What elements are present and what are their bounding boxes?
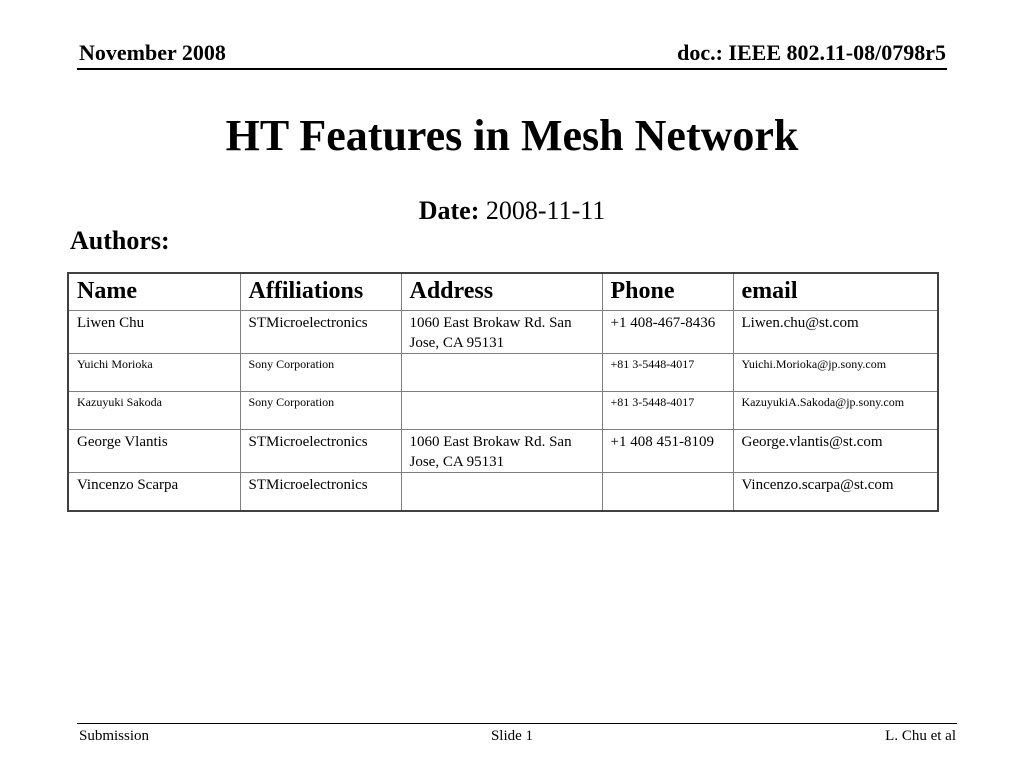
date-line <box>0 196 1024 226</box>
author-name: Liwen Chu <box>68 311 240 354</box>
author-address: 1060 East Brokaw Rd. San Jose, CA 95131 <box>401 430 602 473</box>
table-row <box>68 354 938 392</box>
author-address <box>401 354 602 392</box>
slide-title: HT Features in Mesh Network <box>225 111 799 160</box>
header-date: November 2008 <box>79 40 226 65</box>
date-value: 2008-11-11 <box>485 196 606 225</box>
author-affiliation: STMicroelectronics <box>240 473 401 512</box>
date-label: Date: <box>418 196 480 225</box>
author-email: KazuyukiA.Sakoda@jp.sony.com <box>733 392 938 430</box>
author-phone: +81 3-5448-4017 <box>602 354 733 392</box>
author-name: Vincenzo Scarpa <box>68 473 240 512</box>
table-row <box>68 392 938 430</box>
author-affiliation: Sony Corporation <box>240 392 401 430</box>
column-header-phone: Phone <box>602 273 733 311</box>
column-header-address: Address <box>401 273 602 311</box>
table-header-row <box>68 273 938 311</box>
footer-rule <box>77 723 957 724</box>
header-doc-id: doc.: IEEE 802.11-08/0798r5 <box>677 40 946 65</box>
author-phone: +1 408 451-8109 <box>602 430 733 473</box>
author-name: Yuichi Morioka <box>68 354 240 392</box>
footer-author: L. Chu et al <box>885 728 956 744</box>
author-phone: +81 3-5448-4017 <box>602 392 733 430</box>
column-header-email: email <box>733 273 938 311</box>
author-phone <box>602 473 733 512</box>
author-address <box>401 473 602 512</box>
author-affiliation: STMicroelectronics <box>240 311 401 354</box>
author-name: Kazuyuki Sakoda <box>68 392 240 430</box>
author-email: Yuichi.Morioka@jp.sony.com <box>733 354 938 392</box>
author-address <box>401 392 602 430</box>
author-affiliation: Sony Corporation <box>240 354 401 392</box>
table-row <box>68 311 938 354</box>
authors-heading: Authors: <box>70 226 170 255</box>
column-header-name: Name <box>68 273 240 311</box>
author-address: 1060 East Brokaw Rd. San Jose, CA 95131 <box>401 311 602 354</box>
table-row <box>68 430 938 473</box>
authors-table <box>67 272 939 512</box>
column-header-affiliations: Affiliations <box>240 273 401 311</box>
author-affiliation: STMicroelectronics <box>240 430 401 473</box>
footer-submission: Submission <box>79 728 150 744</box>
footer-slide-number: Slide 1 <box>490 728 534 744</box>
header-rule <box>77 68 947 70</box>
table-row <box>68 473 938 512</box>
author-email: George.vlantis@st.com <box>733 430 938 473</box>
author-name: George Vlantis <box>68 430 240 473</box>
author-email: Vincenzo.scarpa@st.com <box>733 473 938 512</box>
author-email: Liwen.chu@st.com <box>733 311 938 354</box>
author-phone: +1 408-467-8436 <box>602 311 733 354</box>
